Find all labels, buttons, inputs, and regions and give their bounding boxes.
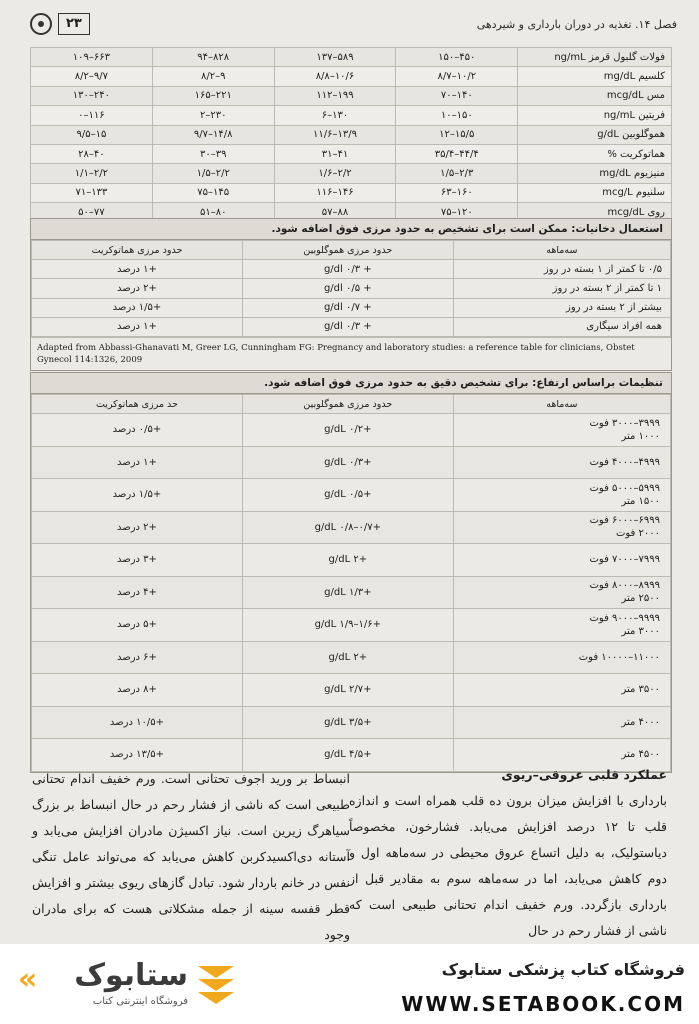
altitude-monthly-line2: ۲۰۰۰ فوت <box>615 528 660 540</box>
lab-value: ۱۱۶–۰ <box>31 106 153 125</box>
altitude-row <box>32 414 671 447</box>
altitude-monthly-line2: ۲۵۰۰ متر <box>621 593 660 605</box>
lab-label: سلنیوم mcg/L <box>518 183 672 202</box>
brand-word: ستابوک <box>74 958 188 993</box>
altitude-monthly <box>453 674 670 707</box>
smoking-hemoglobin: + ۰/۵ g/dl <box>242 279 453 298</box>
altitude-monthly <box>453 706 670 739</box>
lab-row <box>31 67 672 86</box>
lab-row <box>31 164 672 183</box>
altitude-row <box>32 674 671 707</box>
altitude-monthly <box>453 479 670 512</box>
lab-value: ۱۴۵–۷۵ <box>152 183 274 202</box>
double-chevron-icon: « <box>18 962 38 997</box>
shop-url[interactable]: WWW.SETABOOK.COM <box>401 992 685 1016</box>
smoking-row <box>32 279 671 298</box>
smoking-hematocrit: +۱ درصد <box>32 260 243 279</box>
altitude-monthly-line1: ۱۱۰۰۰–۱۰۰۰۰ فوت <box>578 651 660 663</box>
altitude-monthly <box>453 414 670 447</box>
altitude-hemoglobin: +۰/۷–۰/۸ g/dL <box>242 511 453 544</box>
altitude-hematocrit: +۱۳/۵ درصد <box>32 739 243 772</box>
page-number: ۲۳ <box>58 13 90 35</box>
altitude-row <box>32 641 671 674</box>
altitude-monthly <box>453 641 670 674</box>
altitude-monthly-line1: ۴۹۹۹–۴۰۰۰ فوت <box>589 456 660 468</box>
chapter-title: فصل ۱۴. تغذیه در دوران بارداری و شیردهی <box>476 17 677 31</box>
lab-label: فریتین ng/mL <box>518 106 672 125</box>
lab-label: هموگلوبین g/dL <box>518 125 672 144</box>
smoking-hemoglobin: + ۰/۳ g/dl <box>242 317 453 336</box>
altitude-hemoglobin: +۰/۲ g/dL <box>242 414 453 447</box>
altitude-header-hematocrit: حد مرزی هماتوکریت <box>32 395 243 414</box>
altitude-monthly <box>453 446 670 479</box>
lab-value: ۱۲۰–۷۵ <box>396 203 518 222</box>
lab-label: کلسیم mg/dL <box>518 67 672 86</box>
altitude-hematocrit: +۱ درصد <box>32 446 243 479</box>
altitude-monthly-line1: ۵۹۹۹–۵۰۰۰ فوت <box>589 482 660 494</box>
lab-value: ۹–۸/۲ <box>152 67 274 86</box>
lab-row <box>31 106 672 125</box>
lab-value: ۲۴۰–۱۳۰ <box>31 86 153 105</box>
altitude-header-hemoglobin: حدود مرزی هموگلوبین <box>242 395 453 414</box>
lab-value: ۱۴/۸–۹/۷ <box>152 125 274 144</box>
lab-label: منیزیوم mg/dL <box>518 164 672 183</box>
smoking-monthly: بیشتر از ۲ بسته در روز <box>453 298 670 317</box>
lab-value: ۳۹–۳۰ <box>152 144 274 163</box>
altitude-hematocrit: +۵ درصد <box>32 609 243 642</box>
altitude-hemoglobin: +۰/۳ g/dL <box>242 446 453 479</box>
lab-value: ۱۰/۲–۸/۷ <box>396 67 518 86</box>
altitude-monthly <box>453 511 670 544</box>
altitude-box <box>30 372 672 773</box>
smoking-table <box>31 240 671 337</box>
altitude-monthly-line1: ۳۵۰۰ متر <box>621 684 660 696</box>
lab-value: ۴۵۰–۱۵۰ <box>396 48 518 67</box>
altitude-monthly <box>453 576 670 609</box>
smoking-hematocrit: +۱ درصد <box>32 317 243 336</box>
altitude-monthly-line1: ۶۹۹۹–۶۰۰۰ فوت <box>589 515 660 527</box>
brand-subtitle: فروشگاه اینترنتی کتاب <box>92 996 188 1007</box>
lab-value: ۸۸–۵۷ <box>274 203 396 222</box>
altitude-monthly <box>453 609 670 642</box>
lab-label: روی mcg/dL <box>518 203 672 222</box>
lab-value: ۱۳/۹–۱۱/۶ <box>274 125 396 144</box>
altitude-row <box>32 446 671 479</box>
altitude-row <box>32 706 671 739</box>
altitude-monthly-line1: ۷۹۹۹–۷۰۰۰ فوت <box>589 554 660 566</box>
altitude-row <box>32 544 671 577</box>
lab-value: ۴۴/۴–۳۵/۴ <box>396 144 518 163</box>
smoking-row <box>32 298 671 317</box>
altitude-hemoglobin: +۱/۳ g/dL <box>242 576 453 609</box>
altitude-hemoglobin: +۰/۵ g/dL <box>242 479 453 512</box>
lab-value: ۹/۷–۸/۲ <box>31 67 153 86</box>
lab-value: ۲۳۰–۲ <box>152 106 274 125</box>
right-column-text: بارداری با افزایش میزان برون ده قلب همراه است و اندازه قلب تا ۱۲ درصد افزایش می‌یابد. فشارخون، مخصوصاً دیاستولیک، به دلیل اتساع عروق محیطی در سه‌ماهه اول و دوم کاهش می‌یابد، اما در سه‌ماهه سوم به مقادیر قبل از بارداری بازگردد. ورم خفیف اندام تحتانی طبیعی است که ناشی از فشار رحم در حال <box>349 793 668 938</box>
smoking-header-hemoglobin: حدود مرزی هموگلوبین <box>242 241 453 260</box>
lab-value: ۱۵/۵–۱۲ <box>396 125 518 144</box>
lab-row <box>31 48 672 67</box>
section-heading: عملکرد قلبی عروقی–ریوی <box>501 767 667 782</box>
altitude-header-row <box>32 395 671 414</box>
lab-row <box>31 125 672 144</box>
lab-value: ۱۳۳–۷۱ <box>31 183 153 202</box>
page-number-group <box>30 13 90 35</box>
altitude-monthly <box>453 544 670 577</box>
lab-values-table <box>30 47 672 223</box>
altitude-hematocrit: +۶ درصد <box>32 641 243 674</box>
altitude-monthly-line1: ۹۹۹۹–۹۰۰۰ فوت <box>589 612 660 624</box>
lab-row <box>31 86 672 105</box>
setabook-logo[interactable] <box>18 958 188 1014</box>
smoking-header-row <box>32 241 671 260</box>
lab-value: ۲۲۱–۱۶۵ <box>152 86 274 105</box>
altitude-hemoglobin: +۱/۶–۱/۹ g/dL <box>242 609 453 642</box>
altitude-header-monthly: سه‌ماهه <box>453 395 670 414</box>
lab-value: ۸۰–۵۱ <box>152 203 274 222</box>
smoking-hemoglobin: + ۰/۷ g/dl <box>242 298 453 317</box>
altitude-monthly-line1: ۴۵۰۰ متر <box>621 749 660 761</box>
lab-value: ۲/۳–۱/۵ <box>396 164 518 183</box>
lab-value: ۱۵–۹/۵ <box>31 125 153 144</box>
altitude-monthly-line2: ۱۵۰۰ متر <box>621 495 660 507</box>
altitude-monthly-line1: ۸۹۹۹–۸۰۰۰ فوت <box>589 580 660 592</box>
altitude-hematocrit: +۱/۵ درصد <box>32 479 243 512</box>
altitude-hemoglobin: +۴/۵ g/dL <box>242 739 453 772</box>
altitude-hemoglobin: +۲ g/dL <box>242 641 453 674</box>
lab-value: ۱۵۰–۱۰ <box>396 106 518 125</box>
lab-value: ۵۸۹–۱۳۷ <box>274 48 396 67</box>
lab-value: ۶۶۳–۱۰۹ <box>31 48 153 67</box>
chapter-flower-icon <box>30 13 52 35</box>
altitude-hemoglobin: +۲ g/dL <box>242 544 453 577</box>
altitude-hematocrit: +۸ درصد <box>32 674 243 707</box>
lab-value: ۱۰/۶–۸/۸ <box>274 67 396 86</box>
altitude-table <box>31 394 671 772</box>
altitude-row <box>32 511 671 544</box>
smoking-monthly: همه افراد سیگاری <box>453 317 670 336</box>
smoking-reference: Adapted from Abbassi-Ghanavati M, Greer LG, Cunningham FG: Pregnancy and laboratory studies: a reference table for clinicians, Obstet Gynecol 114:1326, 2009 <box>31 337 671 370</box>
left-column: انبساط بر ورید اجوف تحتانی است. ورم خفیف اندام تحتانی طبیعی است که ناشی از فشار رحم در حال انبساط بر بزرگ سیاهرگ زیرین است. نیاز اکسیژن مادران افزایش می‌یابد و آستانه دی‌اکسیدکربن کاهش می‌یابد که می‌تواند عامل تنگی نفس در خانم باردار شود. تبادل گازهای ریوی بیشتر و افزایش قطر قفسه سینه از جمله مشکلاتی هست که برای مادران وجود <box>32 771 350 942</box>
smoking-monthly: ۰/۵ تا کمتر از ۱ بسته در روز <box>453 260 670 279</box>
altitude-title: تنظیمات براساس ارتفاع: برای تشخیص دقیق به حدود مرزی فوق اضافه شود. <box>31 373 671 394</box>
altitude-monthly-line1: ۴۰۰۰ متر <box>621 716 660 728</box>
smoking-header-monthly: سه‌ماهه <box>453 241 670 260</box>
smoking-row <box>32 260 671 279</box>
lab-value: ۱۴۰–۷۰ <box>396 86 518 105</box>
smoking-title: استعمال دخانیات: ممکن است برای تشخیص به حدود مرزی فوق اضافه شود. <box>31 219 671 240</box>
shop-name: فروشگاه کتاب پزشکی ستابوک <box>441 960 685 979</box>
lab-label: مس mcg/dL <box>518 86 672 105</box>
altitude-hemoglobin: +۳/۵ g/dL <box>242 706 453 739</box>
smoking-header-hematocrit: حدود مرزی هماتوکریت <box>32 241 243 260</box>
altitude-row <box>32 479 671 512</box>
lab-row <box>31 183 672 202</box>
smoking-monthly: ۱ تا کمتر از ۲ بسته در روز <box>453 279 670 298</box>
lab-value: ۱۶۰–۶۳ <box>396 183 518 202</box>
smoking-row <box>32 317 671 336</box>
lab-row <box>31 144 672 163</box>
lab-value: ۱۹۹–۱۱۲ <box>274 86 396 105</box>
altitude-row <box>32 576 671 609</box>
setabook-banner <box>0 944 699 1024</box>
altitude-monthly-line1: ۳۹۹۹–۳۰۰۰ فوت <box>589 417 660 429</box>
right-column <box>349 762 667 944</box>
page-header <box>30 10 677 38</box>
altitude-monthly-line2: ۱۰۰۰ متر <box>621 430 660 442</box>
lab-value: ۴۱–۳۱ <box>274 144 396 163</box>
altitude-hematocrit: +۳ درصد <box>32 544 243 577</box>
altitude-hematocrit: +۰/۵ درصد <box>32 414 243 447</box>
lab-label: هماتوکریت % <box>518 144 672 163</box>
lab-value: ۲/۲–۱/۱ <box>31 164 153 183</box>
lab-value: ۲/۲–۱/۵ <box>152 164 274 183</box>
chevron-badge-icon <box>198 966 234 1006</box>
altitude-monthly-line2: ۳۰۰۰ متر <box>621 625 660 637</box>
smoking-hemoglobin: + ۰/۳ g/dl <box>242 260 453 279</box>
smoking-hematocrit: +۱/۵ درصد <box>32 298 243 317</box>
lab-value: ۱۳۰–۶ <box>274 106 396 125</box>
altitude-hematocrit: +۲ درصد <box>32 511 243 544</box>
lab-value: ۱۴۶–۱۱۶ <box>274 183 396 202</box>
smoking-hematocrit: +۲ درصد <box>32 279 243 298</box>
lab-value: ۸۲۸–۹۴ <box>152 48 274 67</box>
smoking-box <box>30 218 672 371</box>
altitude-hematocrit: +۴ درصد <box>32 576 243 609</box>
altitude-hemoglobin: +۲/۷ g/dL <box>242 674 453 707</box>
lab-value: ۴۰–۲۸ <box>31 144 153 163</box>
lab-value: ۲/۲–۱/۶ <box>274 164 396 183</box>
altitude-hematocrit: +۱۰/۵ درصد <box>32 706 243 739</box>
altitude-row <box>32 609 671 642</box>
lab-value: ۷۷–۵۰ <box>31 203 153 222</box>
lab-label: فولات گلبول قرمز ng/mL <box>518 48 672 67</box>
